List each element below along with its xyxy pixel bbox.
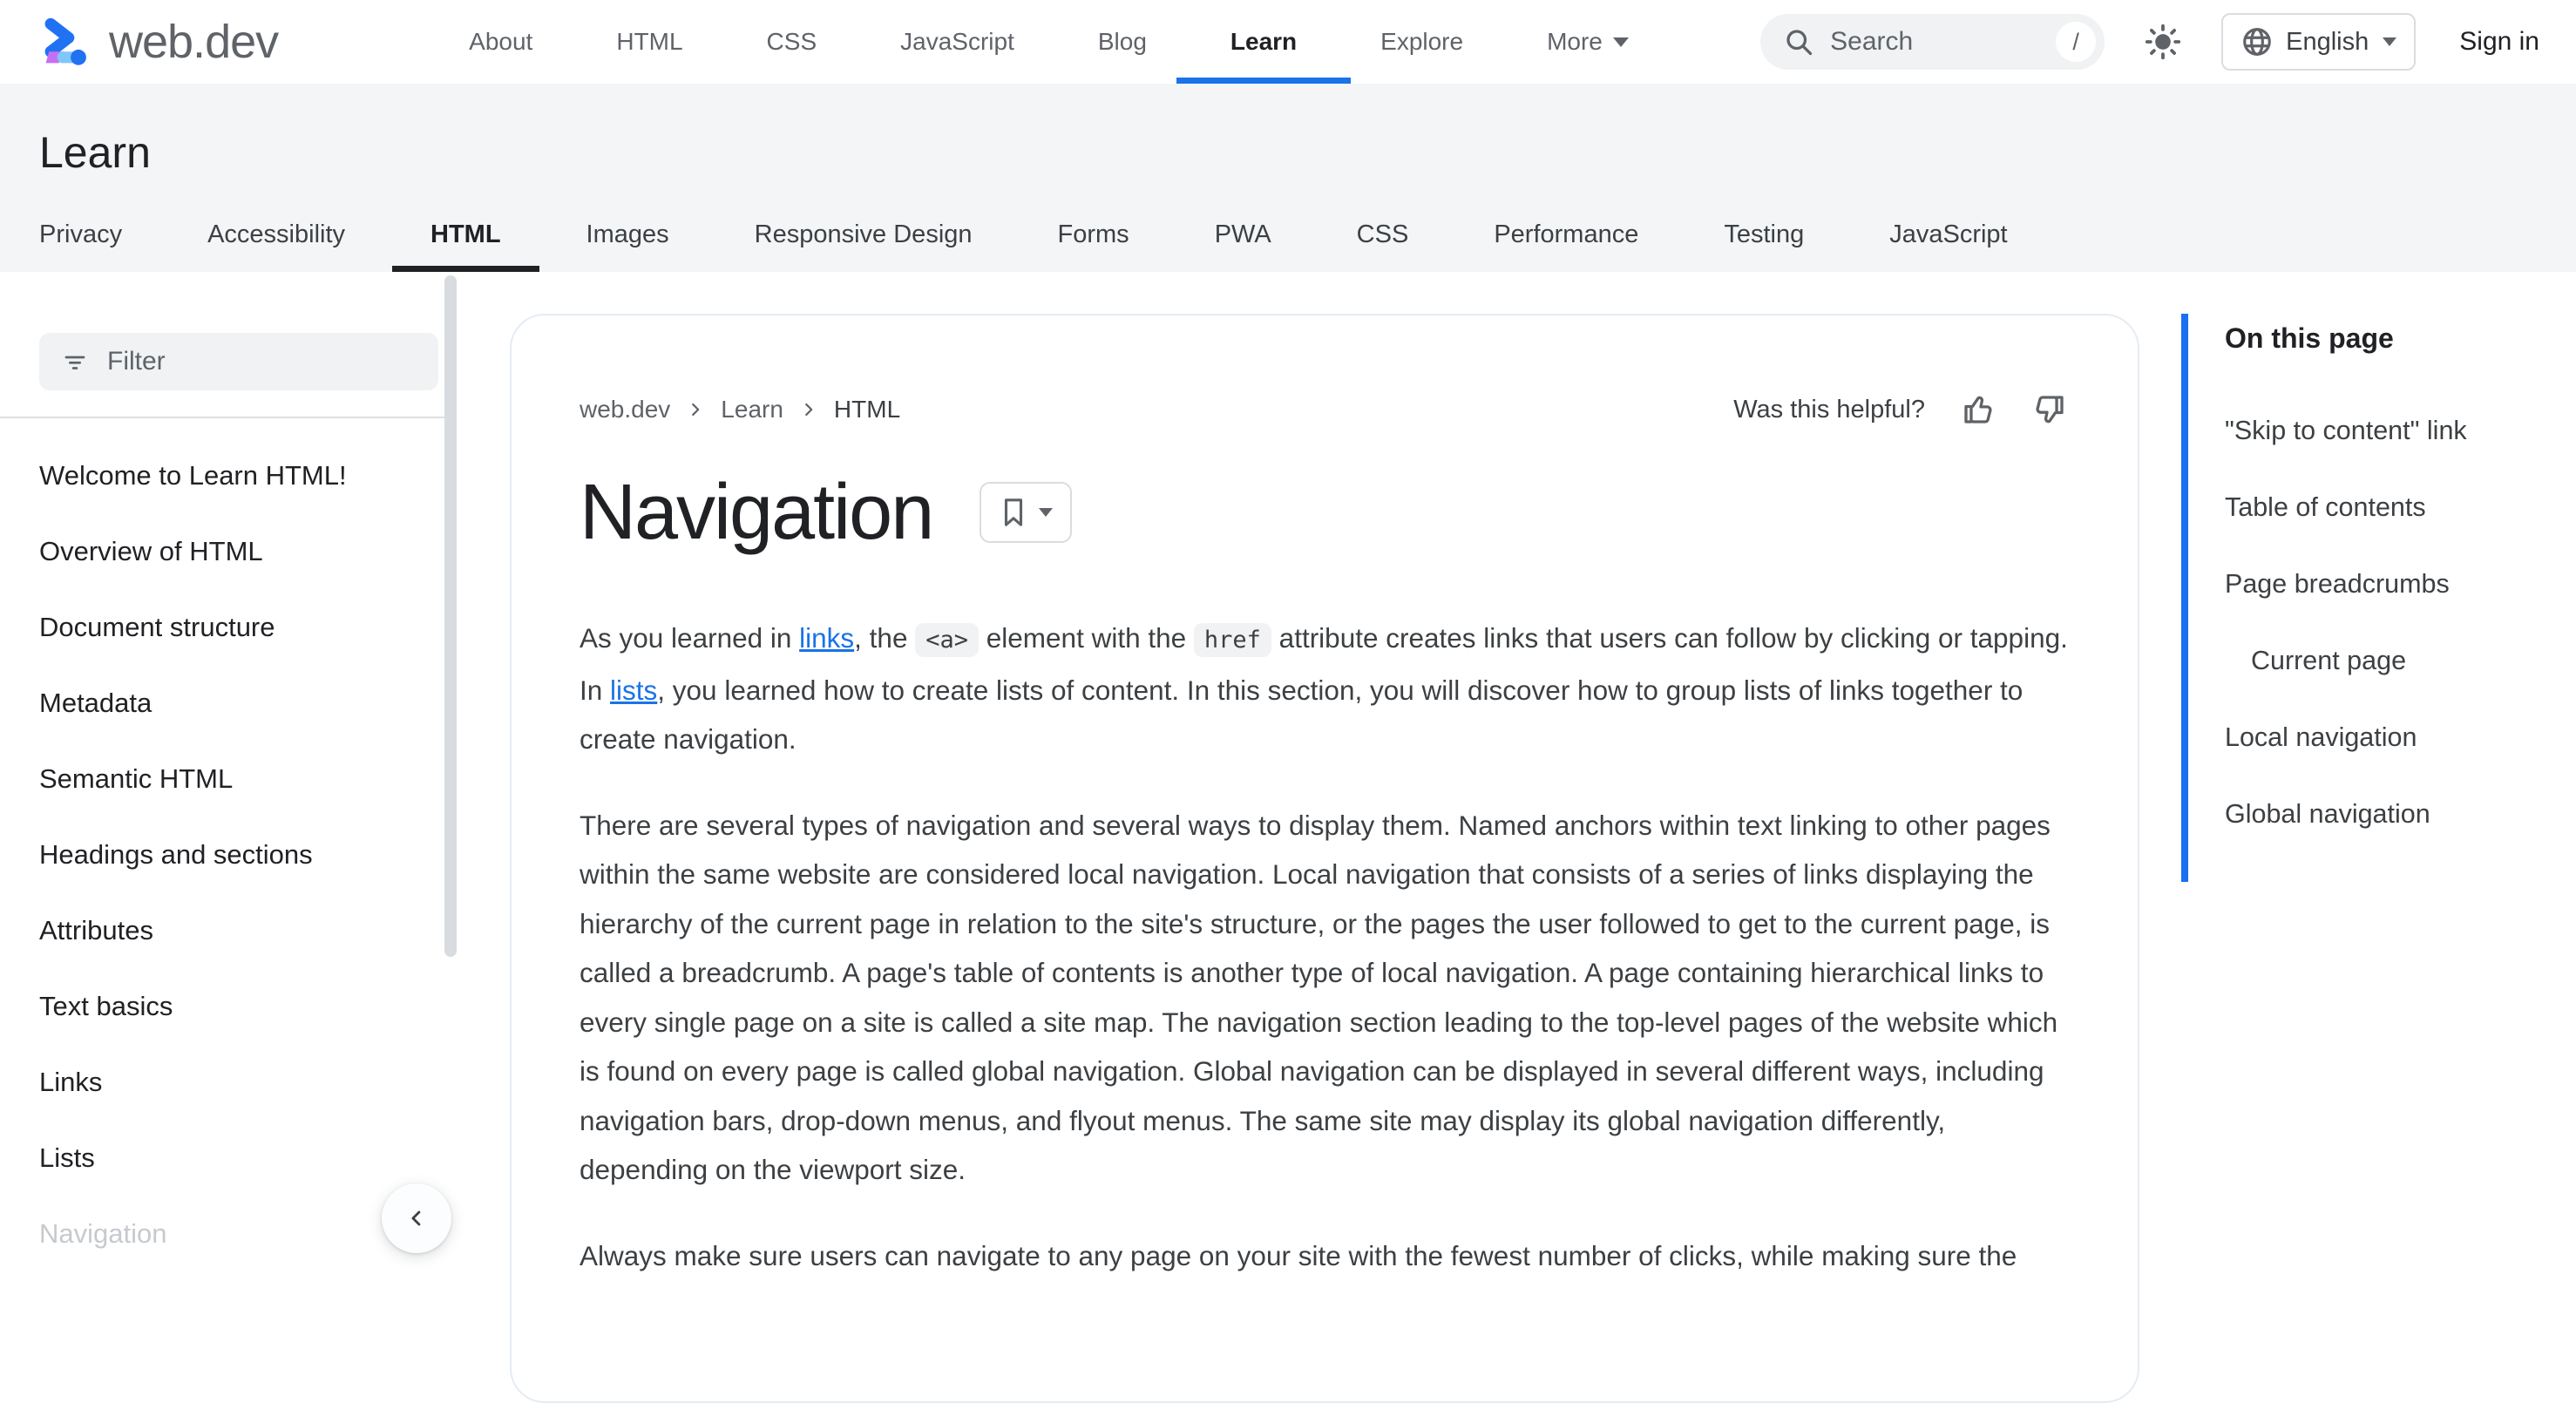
sidebar-scrollbar-thumb[interactable] xyxy=(444,275,457,957)
tab-privacy[interactable]: Privacy xyxy=(1,220,160,272)
page-title: Learn xyxy=(39,129,151,176)
nav-item-learn[interactable]: Learn xyxy=(1201,0,1326,84)
toc-heading: On this page xyxy=(2225,321,2467,356)
inline-link[interactable]: lists xyxy=(610,674,657,706)
lesson-item-navigation[interactable]: Navigation xyxy=(0,1196,488,1271)
nav-item-about[interactable]: About xyxy=(439,0,562,84)
learn-hero xyxy=(0,84,2576,272)
tab-testing[interactable]: Testing xyxy=(1685,220,1842,272)
filter-input[interactable] xyxy=(39,333,438,390)
paragraph-fewest-clicks: Always make sure users can navigate to any page on your site with the fewest number of clicks, while making sure the xyxy=(580,1231,2068,1281)
toc-item-global-navigation[interactable]: Global navigation xyxy=(2225,796,2467,831)
thumbs-up-icon xyxy=(1960,391,1996,428)
nav-item-html[interactable]: HTML xyxy=(586,0,712,84)
primary-nav xyxy=(439,0,1658,84)
nav-item-javascript[interactable]: JavaScript xyxy=(871,0,1044,84)
tab-responsive-design[interactable]: Responsive Design xyxy=(716,220,1011,272)
lesson-item-text-basics[interactable]: Text basics xyxy=(0,968,488,1044)
thumbs-up-button[interactable] xyxy=(1960,391,1996,428)
header-actions xyxy=(1760,13,2539,71)
thumbs-down-button[interactable] xyxy=(2031,391,2068,428)
lesson-item-attributes[interactable]: Attributes xyxy=(0,892,488,968)
sidebar-collapse-button[interactable] xyxy=(382,1183,451,1253)
nav-item-blog[interactable]: Blog xyxy=(1068,0,1176,84)
article-card xyxy=(510,314,2139,1403)
sign-in-button[interactable]: Sign in xyxy=(2459,27,2539,57)
lesson-item-overview[interactable]: Overview of HTML xyxy=(0,513,488,589)
search-placeholder: Search xyxy=(1830,27,2040,57)
on-this-page xyxy=(2181,314,2467,882)
text-segment: , you learned how to create lists of content. In this section, you will discover how to group lists of links together to create navigation. xyxy=(580,674,2023,756)
webdev-logo-icon xyxy=(39,16,92,68)
bookmark-button[interactable] xyxy=(980,482,1072,543)
search-input[interactable] xyxy=(1760,14,2105,70)
tab-pwa[interactable]: PWA xyxy=(1176,220,1310,272)
course-sidebar xyxy=(0,272,488,1266)
tab-javascript[interactable]: JavaScript xyxy=(1851,220,2045,272)
chevron-right-icon xyxy=(799,400,818,419)
nav-item-css[interactable]: CSS xyxy=(737,0,847,84)
article-title: Navigation xyxy=(580,467,932,558)
text-segment: element with the xyxy=(979,622,1194,654)
search-icon xyxy=(1783,26,1814,58)
toc-item-table-of-contents[interactable]: Table of contents xyxy=(2225,490,2467,525)
theme-toggle-button[interactable] xyxy=(2143,22,2183,62)
text-segment: As you learned in xyxy=(580,622,799,654)
lesson-item-semantic-html[interactable]: Semantic HTML xyxy=(0,741,488,817)
chevron-down-icon xyxy=(2383,37,2396,46)
tab-forms[interactable]: Forms xyxy=(1020,220,1168,272)
bookmark-icon xyxy=(999,496,1028,529)
search-shortcut-key: / xyxy=(2056,22,2096,62)
globe-icon xyxy=(2240,25,2274,58)
toc-item-page-breadcrumbs[interactable]: Page breadcrumbs xyxy=(2225,566,2467,601)
text-segment: , the xyxy=(854,622,915,654)
thumbs-down-icon xyxy=(2031,391,2068,428)
paragraph-navigation-types: There are several types of navigation and several ways to display them. Named anchors within text linking to other pages within the same website are considered local navigation. Local navigation that consists of a series of links displaying the hierarchy of the current page in relation to the site's structure, or the pages the user followed to get to the current page, is called a breadcrumb. A page's table of contents is another type of local navigation. A page containing hierarchical links to every single page on a site is called a site map. The navigation section leading to the top-level pages of the website which is found on every page is called global navigation. Global navigation can be displayed in several different ways, including navigation bars, drop-down menus, and flyout menus. The same site may display its global navigation differently, depending on the viewport size. xyxy=(580,801,2068,1195)
lesson-item-welcome[interactable]: Welcome to Learn HTML! xyxy=(0,437,488,513)
article-body xyxy=(580,613,2068,1280)
lesson-list xyxy=(0,437,488,1271)
lesson-item-lists[interactable]: Lists xyxy=(0,1120,488,1196)
tab-accessibility[interactable]: Accessibility xyxy=(169,220,383,272)
inline-code: <a> xyxy=(915,623,979,657)
toc-item-skip-to-content[interactable]: "Skip to content" link xyxy=(2225,413,2467,448)
language-label: English xyxy=(2286,28,2369,57)
feedback-question: Was this helpful? xyxy=(1733,396,1925,424)
tab-html[interactable]: HTML xyxy=(392,220,539,272)
nav-item-explore[interactable]: Explore xyxy=(1351,0,1493,84)
sun-icon xyxy=(2143,22,2183,62)
tab-css[interactable]: CSS xyxy=(1319,220,1447,272)
webdev-logo[interactable] xyxy=(39,15,278,69)
course-tabs xyxy=(1,220,2046,272)
inline-link[interactable]: links xyxy=(799,622,854,654)
chevron-right-icon xyxy=(686,400,705,419)
language-selector[interactable] xyxy=(2221,13,2416,71)
nav-item-more-label: More xyxy=(1547,28,1603,56)
inline-code: href xyxy=(1194,623,1271,657)
toc-list xyxy=(2225,413,2467,831)
lesson-item-headings-sections[interactable]: Headings and sections xyxy=(0,817,488,892)
tab-images[interactable]: Images xyxy=(548,220,708,272)
lesson-item-links[interactable]: Links xyxy=(0,1044,488,1120)
paragraph-intro xyxy=(580,613,2068,764)
global-header xyxy=(0,0,2576,84)
toc-item-local-navigation[interactable]: Local navigation xyxy=(2225,720,2467,755)
chevron-down-icon xyxy=(1039,508,1053,517)
tab-performance[interactable]: Performance xyxy=(1455,220,1677,272)
sidebar-divider xyxy=(0,417,457,418)
nav-item-more[interactable] xyxy=(1517,0,1658,84)
toc-item-current-page[interactable]: Current page xyxy=(2225,643,2467,678)
breadcrumb-html[interactable]: HTML xyxy=(834,396,900,424)
breadcrumb xyxy=(580,396,900,424)
filter-placeholder: Filter xyxy=(107,347,166,376)
filter-icon xyxy=(62,349,88,375)
chevron-left-icon xyxy=(404,1206,429,1230)
breadcrumb-webdev[interactable]: web.dev xyxy=(580,396,670,424)
text-segment: attribute creates links that users can follow by clicking or tapping. In xyxy=(580,622,2068,706)
chevron-down-icon xyxy=(1613,37,1629,47)
lesson-item-document-structure[interactable]: Document structure xyxy=(0,589,488,665)
main-content xyxy=(0,272,2576,1266)
lesson-item-metadata[interactable]: Metadata xyxy=(0,665,488,741)
feedback-widget xyxy=(1733,391,2068,428)
breadcrumb-learn[interactable]: Learn xyxy=(721,396,783,424)
brand-name: web.dev xyxy=(109,15,278,69)
